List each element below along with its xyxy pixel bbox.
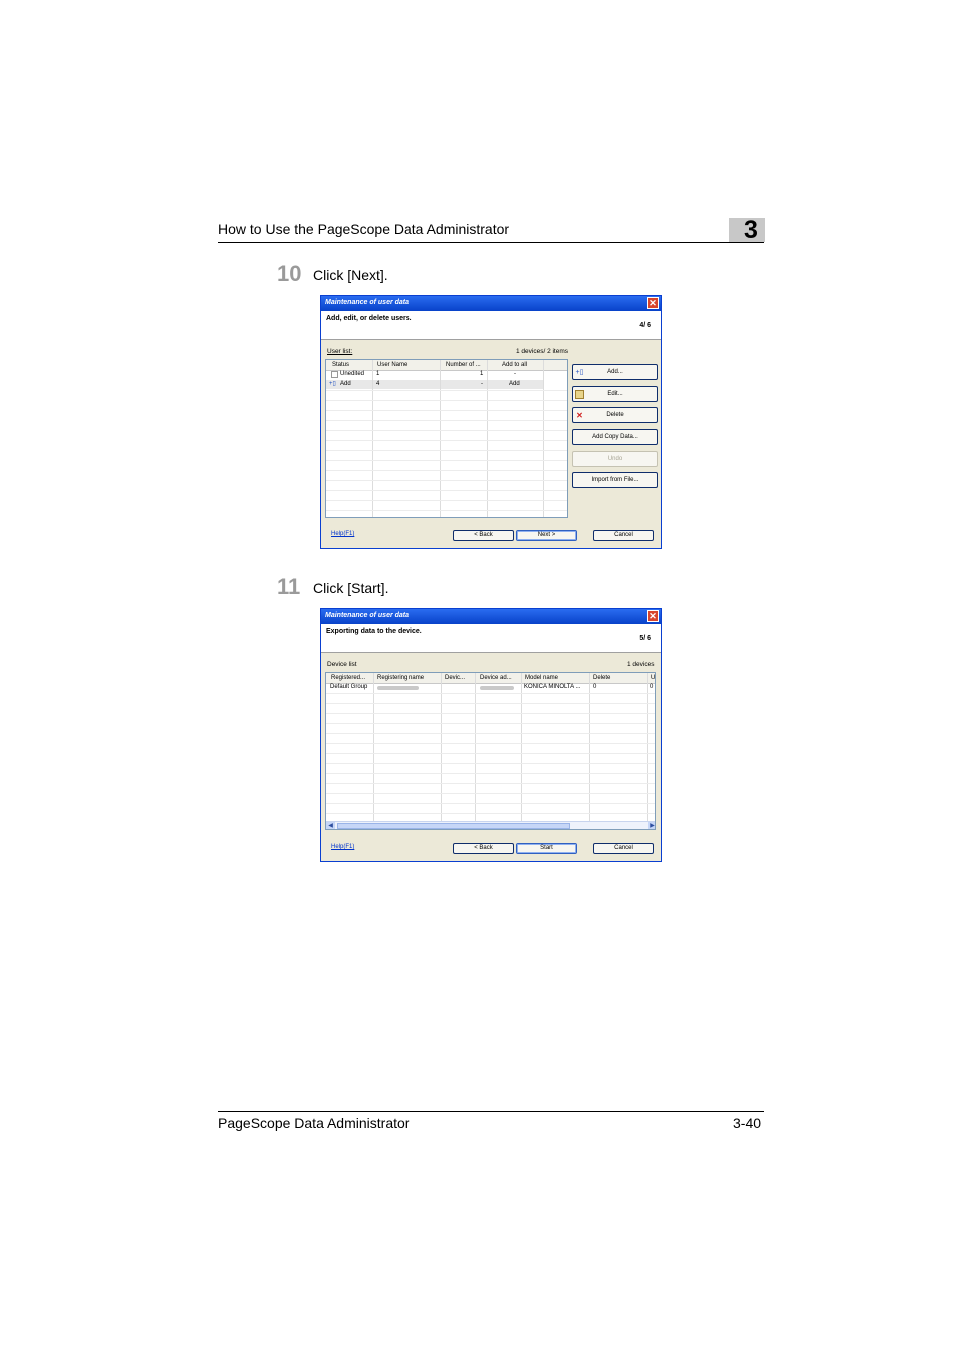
row-divider (326, 510, 568, 511)
row-divider (326, 773, 656, 774)
table-header (326, 673, 655, 684)
step-indicator: 4/ 6 (639, 322, 651, 329)
row-divider (326, 430, 568, 431)
dialog-titlebar (321, 609, 661, 624)
cancel-button[interactable]: Cancel (593, 843, 654, 854)
redacted-device-address (480, 686, 514, 690)
column-divider (487, 360, 488, 518)
cell-number: 1 (480, 371, 484, 377)
step-number: 10 (277, 261, 302, 286)
cell-add-to-all: Add (509, 381, 520, 387)
row-divider (326, 813, 656, 814)
row-divider (326, 480, 568, 481)
column-header-user-name[interactable]: User Name (377, 362, 408, 368)
device-list-count: 1 devices (627, 661, 655, 668)
help-link[interactable]: Help(F1) (331, 844, 355, 850)
page-number: 3-40 (733, 1115, 762, 1131)
horizontal-scrollbar[interactable] (326, 821, 656, 830)
column-divider (373, 673, 374, 821)
cell-add-to-all: - (514, 371, 516, 377)
column-header-model-name[interactable]: Model name (525, 675, 559, 681)
next-button[interactable]: Next > (516, 530, 577, 541)
add-button-label: Add... (607, 369, 623, 375)
dialog-subtitle: Exporting data to the device. (326, 628, 422, 635)
row-divider (326, 440, 568, 441)
row-divider (326, 500, 568, 501)
scroll-left-icon[interactable]: ◀ (326, 822, 335, 830)
page-header-title: How to Use the PageScope Data Administrator (218, 221, 510, 237)
cancel-button[interactable]: Cancel (593, 530, 654, 541)
dialog-subtitle: Add, edit, or delete users. (326, 315, 412, 322)
row-divider (326, 450, 568, 451)
device-list-table[interactable] (325, 672, 656, 830)
delete-button-label: Delete (606, 412, 624, 418)
cell-number: - (481, 381, 483, 387)
undo-button[interactable] (572, 451, 658, 467)
row-divider (326, 793, 656, 794)
cell-u: 0 (650, 684, 654, 690)
cell-status: Add (340, 381, 351, 387)
step-number: 11 (277, 574, 301, 599)
column-header-status[interactable]: Status (332, 362, 350, 368)
cell-model-name: KONICA MINOLTA ... (524, 684, 581, 690)
cell-user-name: 1 (376, 371, 380, 377)
user-list-label: User list: (327, 348, 353, 355)
add-user-icon: +▯ (329, 381, 336, 387)
column-header-registering-name[interactable]: Registering name (377, 675, 425, 681)
step-text: Click [Next]. (313, 267, 388, 283)
edit-button[interactable] (572, 386, 658, 402)
edit-button-label: Edit... (607, 391, 623, 397)
user-list-table[interactable] (325, 359, 568, 518)
column-header-add-to-all[interactable]: Add to all (502, 362, 528, 368)
column-header-u[interactable]: U (651, 675, 656, 681)
row-divider (326, 803, 656, 804)
back-button[interactable]: < Back (453, 843, 514, 854)
add-user-icon: +▯ (575, 369, 584, 376)
dialog-banner (321, 624, 661, 653)
cell-delete: 0 (593, 684, 597, 690)
row-divider (326, 753, 656, 754)
column-header-device-address[interactable]: Device ad... (480, 675, 512, 681)
row-divider (326, 783, 656, 784)
dialog-user-data-step5 (320, 608, 662, 862)
row-divider (326, 743, 656, 744)
row-divider (326, 723, 656, 724)
start-button[interactable]: Start (516, 843, 577, 854)
header-rule (218, 242, 764, 243)
row-divider (326, 390, 568, 391)
add-button[interactable] (572, 364, 658, 380)
column-divider (521, 673, 522, 821)
dialog-banner (321, 311, 661, 340)
column-header-number[interactable]: Number of ... (446, 362, 481, 368)
row-divider (326, 703, 656, 704)
row-divider (326, 460, 568, 461)
row-divider (326, 490, 568, 491)
column-divider (441, 673, 442, 821)
cell-registered: Default Group (330, 684, 368, 690)
import-from-file-button-label: Import from File... (591, 477, 639, 483)
column-divider (543, 360, 544, 518)
row-divider (326, 410, 568, 411)
column-header-registered[interactable]: Registered... (331, 675, 366, 681)
row-divider (326, 470, 568, 471)
row-divider (326, 400, 568, 401)
user-list-count: 1 devices/ 2 items (516, 348, 569, 355)
add-copy-data-button-label: Add Copy Data... (592, 434, 638, 440)
edit-icon (575, 390, 584, 399)
column-header-device[interactable]: Devic... (445, 675, 466, 681)
column-divider (647, 673, 648, 821)
cell-user-name: 4 (376, 381, 380, 387)
step-text: Click [Start]. (313, 580, 389, 596)
dialog-title: Maintenance of user data (325, 299, 410, 306)
column-divider (372, 360, 373, 518)
column-divider (475, 673, 476, 821)
unedited-icon (331, 371, 338, 378)
redacted-registering-name (377, 686, 419, 690)
footer-rule (218, 1111, 764, 1112)
delete-button[interactable] (572, 407, 658, 423)
column-divider (440, 360, 441, 518)
close-icon[interactable]: ✕ (647, 297, 659, 309)
row-divider (326, 713, 656, 714)
delete-icon: ✕ (576, 411, 583, 420)
row-divider (326, 693, 656, 694)
column-divider (589, 673, 590, 821)
back-button[interactable]: < Back (453, 530, 514, 541)
add-copy-data-button[interactable] (572, 429, 658, 445)
scrollbar-thumb[interactable] (337, 823, 570, 829)
cell-status: Unedited (340, 371, 365, 377)
row-divider (326, 420, 568, 421)
row-divider (326, 763, 656, 764)
footer-title: PageScope Data Administrator (218, 1115, 410, 1131)
dialog-user-data-step4 (320, 295, 662, 549)
import-from-file-button[interactable] (572, 472, 658, 488)
step-indicator: 5/ 6 (639, 635, 651, 642)
dialog-titlebar (321, 296, 661, 311)
scroll-right-icon[interactable]: ▶ (648, 822, 656, 830)
column-header-delete[interactable]: Delete (593, 675, 611, 681)
dialog-title: Maintenance of user data (325, 612, 410, 619)
help-link[interactable]: Help(F1) (331, 531, 355, 537)
row-divider (326, 733, 656, 734)
device-list-label: Device list (327, 661, 357, 668)
table-header (326, 360, 567, 371)
undo-button-label: Undo (607, 456, 623, 462)
chapter-number: 3 (744, 216, 758, 244)
close-icon[interactable]: ✕ (647, 610, 659, 622)
